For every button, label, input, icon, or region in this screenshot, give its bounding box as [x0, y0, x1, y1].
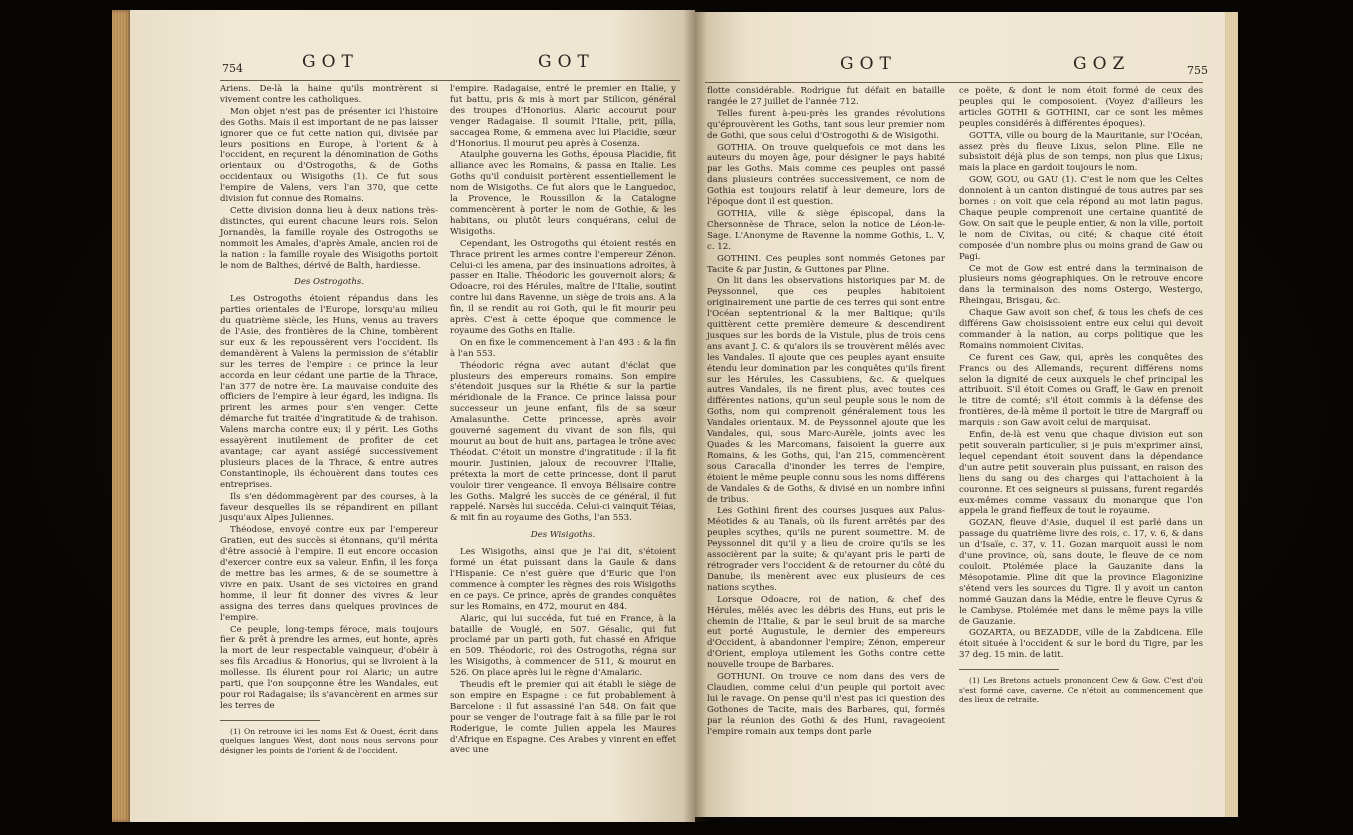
paragraph: GOW, GOU, ou GAU (1). C'est le nom que les Celtes donnoient à un canton distingué de tous autres par ses bornes : on voit que cela répond au mot latin pagus. Chaque peuple comprenoit une certaine quantité de Gow. On sait que le peuple entier, & non la ville, portoit le nom de Civitas, ou cité; & chaque cité étoit composée d'un nombre plus ou moins grand de Gaw ou Pagi. — [959, 175, 1203, 262]
paragraph: Ataulphe gouverna les Goths, épousa Placidie, fit alliance avec les Romains, & passa en Italie. Les Goths qu'il conduisit portèrent essentiellement le nom de Wisigoths. Ce fut alors que le Languedoc, la Provence, le Roussillon & la Catalogne commencèrent à porter le nom de Gothie, & les habitans, ou plutôt leurs conquérans, celui de Wisigoths. — [450, 150, 676, 237]
paragraph: GOTHIA. On trouve quelquefois ce mot dans les auteurs du moyen âge, pour désigner le pays habité par les Goths. Mais comme ces peuples ont passé dans plusieurs contrées successivement, ce nom de Gothia est toujours relatif à leur demeure, lors de l'époque dont il est question. — [707, 142, 945, 208]
text-column-2 — [450, 84, 676, 814]
paragraph: ce poëte, & dont le nom étoit formé de ceux des peuples qui le composoient. (Voyez d'ailleurs les articles GOTHI & GOTHINI, car ce sont les mêmes peuples considérés à différentes époques). — [959, 86, 1203, 129]
paragraph: On en fixe le commencement à l'an 493 : & la fin à l'an 553. — [450, 337, 676, 359]
header-rule — [220, 80, 680, 81]
paragraph: Mon objet n'est pas de présenter ici l'histoire des Goths. Mais il est important de ne pas laisser ignorer que ce fut cette nation qui, divisée par leurs positions en Europe, à l'orient & à l'occident, en reçurent la dénomination de Goths orientaux ou d'Ostrogoths, & de Goths occidentaux ou Wisigoths (1). Ce fut sous l'empire de Valens, vers l'an 370, que cette division fut connue des Romains. — [220, 106, 438, 205]
paragraph: Ce furent ces Gaw, qui, après les conquêtes des Francs ou des Allemands, reçurent différens noms selon la dignité de ceux auxquels le chef principal les attribuoit. S'il étoit Comes ou Graff, le Gaw en prenoit le titre de comté; s'il étoit commis à la défense des frontières, de-là même il portoit le titre de Margraff ou marquis : son Gaw avoit celui de marquisat. — [959, 352, 1203, 429]
paragraph: Les Ostrogoths étoient répandus dans les parties orientales de l'Europe, lorsqu'au milieu du quatrième siècle, les Huns, venus au travers de l'Asie, des frontières de la Chine, tombèrent sur eux & les repoussèrent vers l'occident. Ils demandèrent à Valens la permission de s'établir sur les terres de l'empire : ce prince la leur accorda en leur cédant une partie de la Thrace, l'an 377 de notre ère. La mauvaise conduite des officiers de l'empire à leur égard, les indigna. Ils prirent les armes pour s'en venger. Cette démarche fut traitée d'ingratitude & de trahison. Valens marcha contre eux; il y périt. Les Goths essayèrent inutilement de profiter de cet avantage; car ayant assiégé successivement plusieurs places de la Thrace, & entre autres Constantinople, ils échouèrent dans toutes ces entreprises. — [220, 294, 438, 490]
running-header-left: GOT — [302, 52, 359, 72]
paragraph: Ce peuple, long-temps féroce, mais toujours fier & prêt à prendre les armes, eut honte, après la mort de leur respectable vainqueur, d'obéir à ses fils Arcadius & Honorius, qui se livroient à la mollesse. Ils élurent pour roi Alaric; un autre parti, que l'on soupçonne être les Wandales, eut pour roi Radagaise; ils s'avancèrent en armes sur les terres de — [220, 624, 438, 711]
text-column-1 — [220, 84, 438, 814]
running-header-right: GOZ — [1073, 54, 1131, 74]
paragraph: GOTHIA, ville & siège épiscopal, dans la Chersonnèse de Thrace, selon la notice de Léon-le-Sage. L'Anonyme de Ravenne la nomme Gothis, L. V, c. 12. — [707, 208, 945, 252]
paragraph: Théodoric régna avec autant d'éclat que plusieurs des empereurs romains. Son empire s'étendoit jusques sur la Rhétie & sur la partie méridionale de la France. Ce prince laissa pour successeur un jeune enfant, fils de sa sœur Amalasunthe. Cette princesse, après avoir gouverné sagement du vivant de son fils, qui mourut au bout de huit ans, partagea le trône avec Théodat. C'étoit un monstre d'ingratitude : il la fit mourir. Justinien, jaloux de recouvrer l'Italie, prétexta la mort de cette princesse, dont il parut vouloir tirer vengeance. Il envoya Bélisaire contre les Goths. Malgré les succès de ce général, il fut rappelé. Narsès lui succéda. Celui-ci vainquit Téias, & mit fin au royaume des Goths, l'an 553. — [450, 360, 676, 524]
paragraph: Cette division donna lieu à deux nations très-distinctes, qui eurent chacune leurs rois. Selon Jornandès, la famille royale des Ostrogoths se nommoit les Amales, d'après Amale, ancien roi de la nation : la famille royale des Wisigoths portoit le nom de Balthes, dérivé de Balth, hardiesse. — [220, 205, 438, 271]
book-gutter — [683, 10, 707, 822]
paragraph: GOTTA, ville ou bourg de la Mauritanie, sur l'Océan, assez près du fleuve Lixus, selon Pline. Elle ne subsistoit déjà plus de son temps, non plus que Lixus; mais la place en gardoit toujours le nom. — [959, 130, 1203, 174]
paragraph: Ils s'en dédommagèrent par des courses, à la faveur desquelles ils se répandirent en pillant jusqu'aux Alpes Juliennes. — [220, 491, 438, 524]
running-header-right: GOT — [538, 52, 595, 72]
page-number: 754 — [222, 62, 243, 75]
paragraph: Les Wisigoths, ainsi que je l'ai dit, s'étoient formé un état puissant dans la Gaule & dans l'Hispanie. Ce n'est guère que d'Euric que l'on commence à compter les règnes des rois Wisigoths en ce pays. Ce prince, après de grandes conquêtes sur les Romains, en 472, mourut en 484. — [450, 547, 676, 612]
text-column-4 — [959, 86, 1203, 811]
right-page — [695, 12, 1225, 817]
section-heading: Des Ostrogoths. — [293, 277, 365, 288]
paragraph: Alaric, qui lui succéda, fut tué en France, à la bataille de Vouglé, en 507. Gésalic, qui fut proclamé par un parti goth, fut chassé en Afrique en 509. Théodoric, roi des Ostrogoths, régna sur les Wisigoths, à commencer de 511, & mourut en 526. On place après lui le règne d'Amalaric. — [450, 613, 676, 679]
paragraph: Les Gothini firent des courses jusques aux Palus-Méotides & au Tanaïs, où ils furent arrêtés par des peuples scythes, qu'ils ne purent soumettre. M. de Peyssonnel dit qu'il y a lieu de croire qu'ils se les associèrent par la suite; & qu'ayant pris le parti de rétrograder vers l'occident & de retourner du côté du Danube, ils menèrent avec eux plusieurs de ces nations scythes. — [707, 506, 945, 593]
section-heading: Des Wisigoths. — [530, 530, 596, 541]
footnote-rule — [959, 669, 1059, 670]
paragraph: GOTHINI. Ces peuples sont nommés Getones par Tacite & par Justin, & Guttones par Pline. — [707, 253, 945, 275]
paragraph: flotte considérable. Rodrigue fut défait en bataille rangée le 27 juillet de l'année 712. — [707, 86, 945, 107]
paragraph: GOZARTA, ou BEZADDE, ville de la Zabdicena. Elle étoit située à l'occident & sur le bord du Tigre, par les 37 deg. 15 min. de latit. — [959, 628, 1203, 661]
footnote-rule — [220, 720, 320, 721]
left-page — [130, 10, 695, 822]
paragraph: Theudis eft le premier qui ait établi le siège de son empire en Espagne : ce fut probablement à Barcelone : il fut assassiné l'an 548. On fait que pour se venger de l'outrage fait à sa fille par le roi Roderigue, le comte Julien appela les Maures d'Afrique en Espagne. Ces Arabes y vinrent en effet avec une — [450, 680, 676, 756]
paragraph: GOTHUNI. On trouve ce nom dans des vers de Claudien, comme celui d'un peuple qui portoit avec lui le ravage. On pense qu'il n'est pas ici question des Gothones de Tacite, mais des Barbares, qui, formés par la réunion des Gothi & des Huni, ravageoient l'empire romain aux temps dont parle — [707, 672, 945, 737]
book-fore-edge-left — [112, 10, 132, 822]
header-rule — [705, 82, 1203, 83]
paragraph: Chaque Gaw avoit son chef, & tous les chefs de ces différens Gaw choisissoient entre eux celui qui devoit commander à la nation, au corps politique que les Romains nommoient Civitas. — [959, 308, 1203, 351]
paragraph: GOZAN, fleuve d'Asie, duquel il est parlé dans un passage du quatrième livre des rois, c. 17, v. 6, & dans un d'Isaïe, c. 37, v. 11. Gozan marquoit aussi le nom d'une province, où, sans doute, le fleuve de ce nom couloit. Ptolémée place la Gauzanite dans la Mésopotamie. Pline dit que la province Elagonizine s'étend vers les sources du Tigre. Il y avoit un canton nommé Gauzan dans la Médie, entre le fleuve Cyrus & le Cambyse. Ptolémée met dans le même pays la ville de Gauzanie. — [959, 518, 1203, 627]
paragraph: Telles furent à-peu-près les grandes révolutions qu'éprouvèrent les Goths, tant sous leur premier nom de Gothi, que sous celui d'Ostrogothi & de Wisigothi. — [707, 108, 945, 141]
paragraph: Théodose, envoyé contre eux par l'empereur Gratien, eut des succès si étonnans, qu'il mérita d'être associé à l'empire. Il eut encore occasion d'exercer contre eux sa valeur. Enfin, il les força de mettre bas les armes, & de se soumettre à vivre en paix. Usant de ses victoires en grand homme, il leur fit donner des vivres & leur assigna des terres dans quelques provinces de l'empire. — [220, 525, 438, 623]
paragraph: l'empire. Radagaise, entré le premier en Italie, y fut battu, pris & mis à mort par Stilicon, général des troupes d'Honorius. Alaric accourut pour venger Radagaise. Il soumit l'Italie, prit, pilla, saccagea Rome, & emmena avec lui Placidie, sœur d'Honorius. Il mourut peu après à Cosenza. — [450, 84, 676, 149]
running-header-left: GOT — [840, 54, 897, 74]
paragraph: Ce mot de Gow est entré dans la terminaison de plusieurs noms géographiques. On le retrouve encore dans la terminaison des noms Ostergo, Westergo, Rheingau, Brisgau, &c. — [959, 263, 1203, 307]
paragraph: On lit dans les observations historiques par M. de Peyssonnel, que ces peuples habitoient originairement une partie de ces terres qui sont entre l'Océan septentrional & la mer Baltique; qu'ils quittèrent cette première demeure & descendirent jusques sur les bords de la Vistule, plus de trois cens ans avant J. C. & qu'alors ils se trouvèrent mêlés avec les Vandales. Il ajoute que ces peuples ayant ensuite étendu leur domination par les conquêtes qu'ils firent sur les Hérules, les Cassubiens, &c. & quelques autres Vandales, ils ne firent plus, avec toutes ces différentes nations, qu'un seul peuple sous le nom de Goths, nom qui comprenoit généralement tous les Vandales orientaux. M. de Peyssonnel ajoute que les Vandales, qui, sous Marc-Aurèle, joints avec les Quades & les Marcomans, faisoient la guerre aux Romains, & les Goths, qui, l'an 215, commencèrent sous Caracalla d'inonder les terres de l'empire, étoient le même peuple connu sous les noms différens de Vandales & de Goths, & divisé en un nombre infini de tribus. — [707, 276, 945, 505]
text-column-3 — [707, 86, 945, 811]
paragraph: Enfin, de-là est venu que chaque division eut son petit souverain particulier, si je puis m'exprimer ainsi, lequel cependant étoit souvent dans la dépendance d'un autre petit souverain plus puissant, en raison des liens du sang ou des charges qui l'attachoient à la couronne. Et ces seigneurs si puissans, furent regardés eux-mêmes comme vassaux du monarque que l'on appela le grand fieffeux de tout le royaume. — [959, 430, 1203, 517]
paragraph: Cependant, les Ostrogoths qui étoient restés en Thrace prirent les armes contre l'empereur Zénon. Celui-ci les amena, par des insinuations adroites, à passer en Italie. Théodoric les gouvernoit alors; & Odoacre, roi des Hérules, maître de l'Italie, soutint contre lui dans Ravenne, un siège de trois ans. A la fin, il se rendit au roi Goth, qui le fit mourir peu après. C'est à cette époque que commence le royaume des Goths en Italie. — [450, 238, 676, 336]
page-number: 755 — [1187, 64, 1208, 77]
footnote: (1) Les Bretons actuels prononcent Cew & Gow. C'est d'où s'est formé cave, caverne. Ce n'étoit au commencement que des lieux de retraite. — [959, 676, 1203, 704]
paragraph: Lorsque Odoacre, roi de nation, & chef des Hérules, mêlés avec les débris des Huns, eut pris le chemin de l'Italie, & par le seul bruit de sa marche eut porté Augustule, le dernier des empereurs d'Occident, à abandonner l'empire; Zénon, empereur d'Orient, employa utilement les Goths contre cette nouvelle troupe de Barbares. — [707, 594, 945, 671]
paragraph: Ariens. De-là la haine qu'ils montrèrent si vivement contre les catholiques. — [220, 84, 438, 105]
footnote: (1) On retrouve ici les noms Est & Ouest, écrit dans quelques langues West, dont nous nous servons pour désigner les points de l'orient & de l'occident. — [220, 726, 438, 755]
